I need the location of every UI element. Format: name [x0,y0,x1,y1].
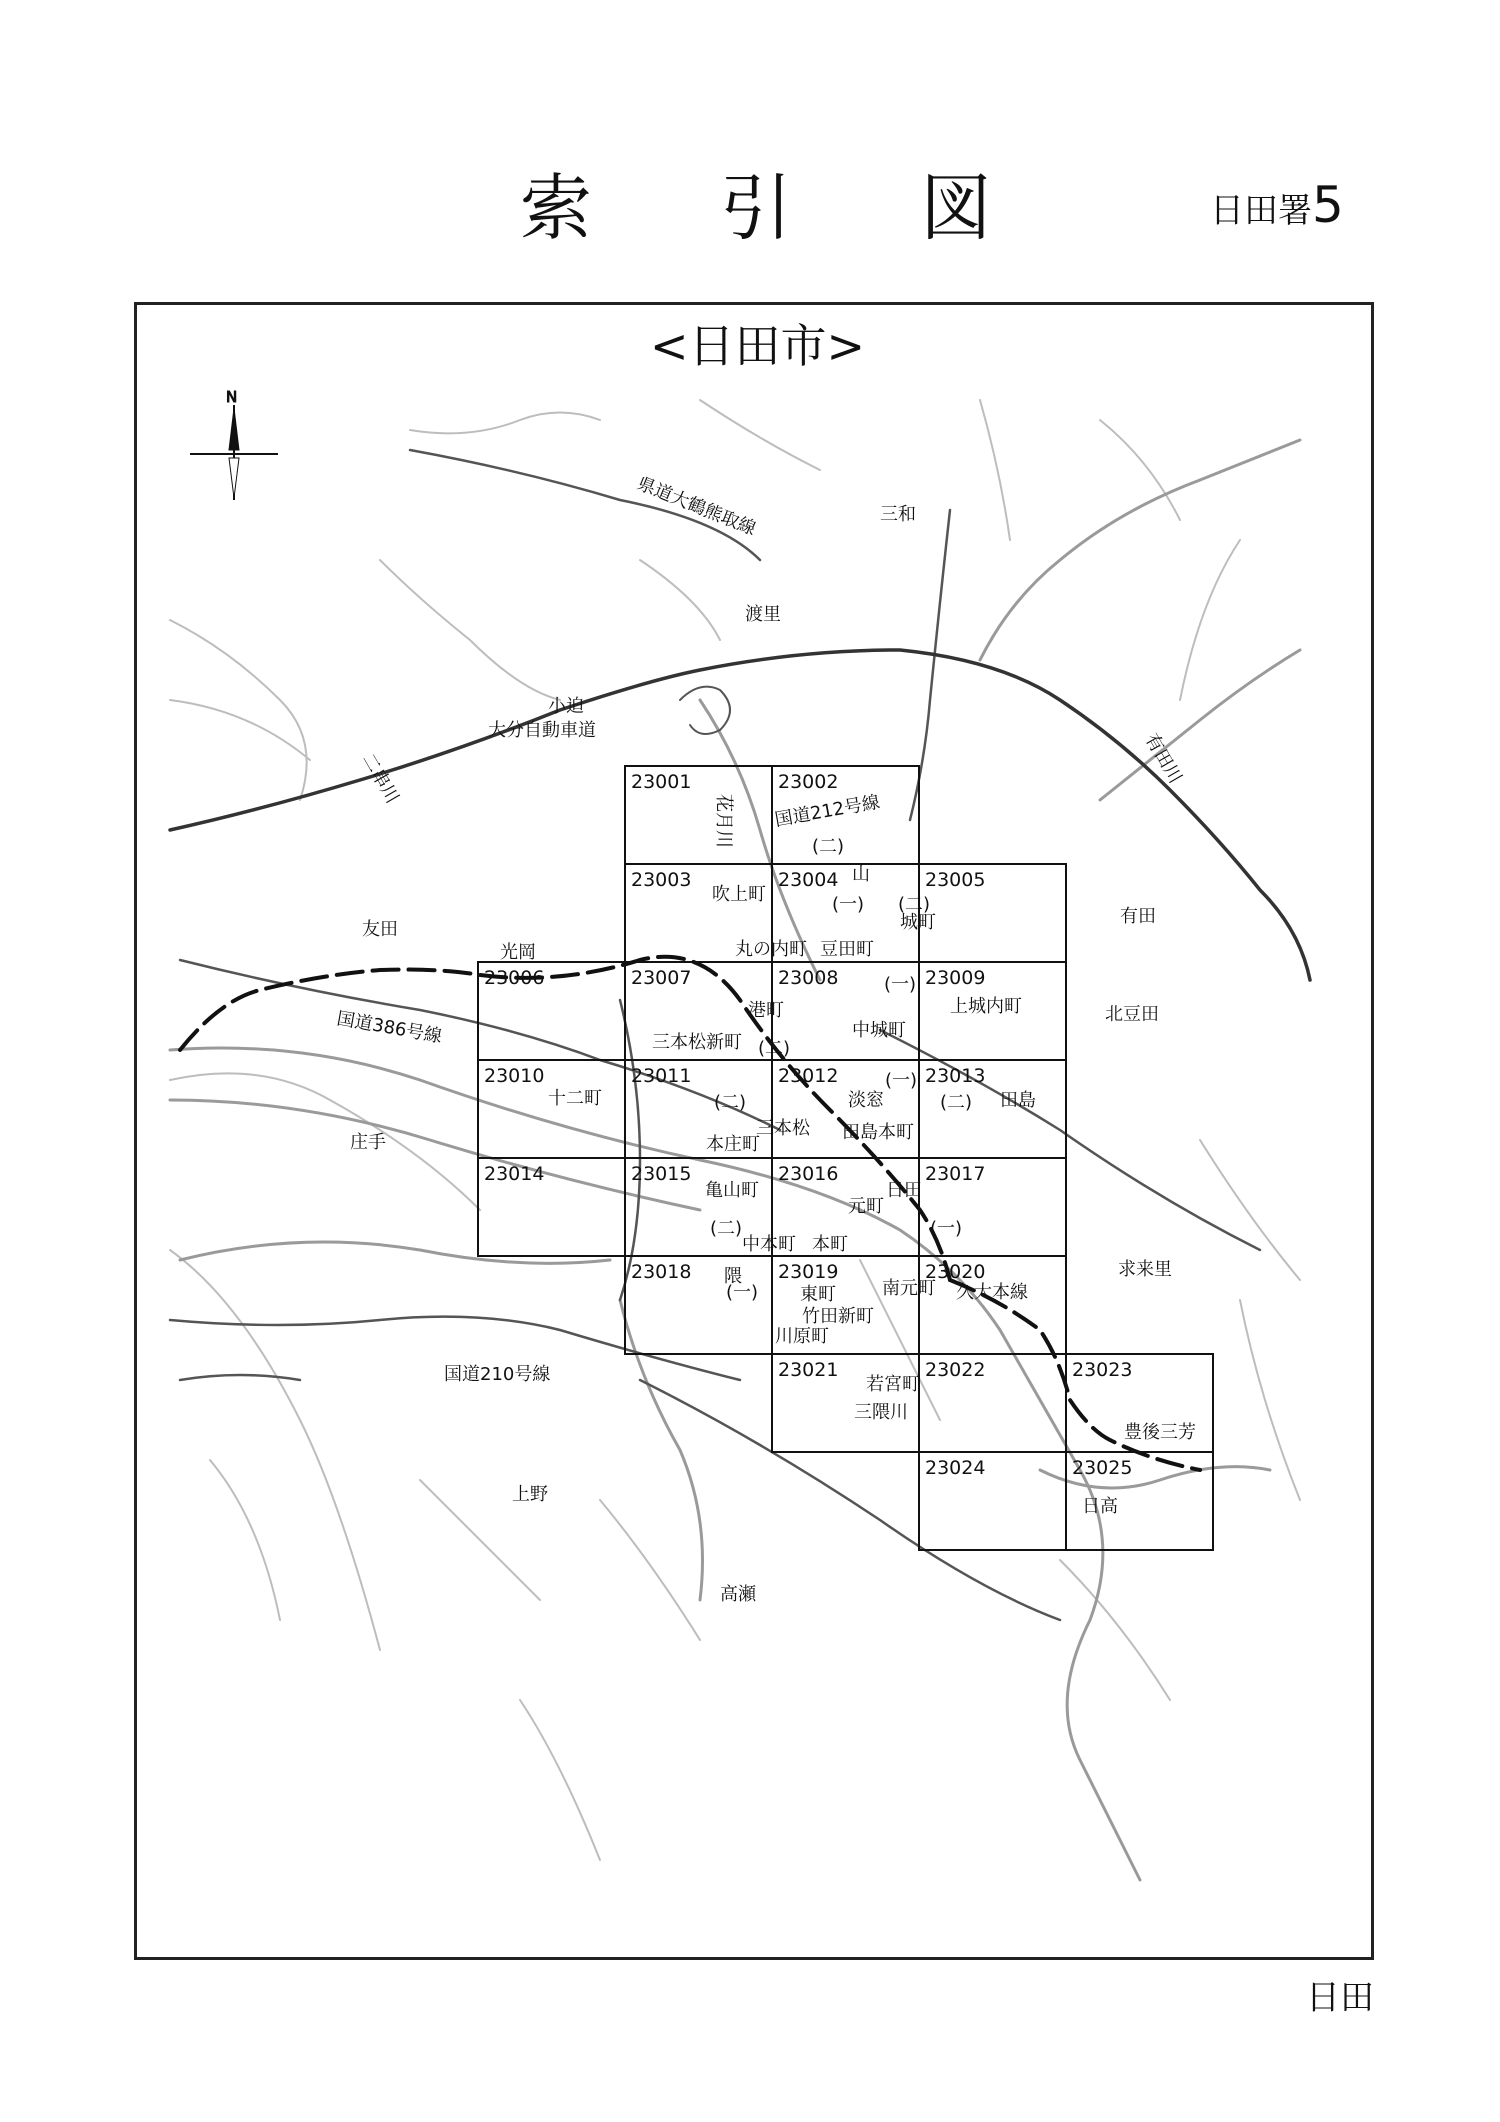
road-label: 県道大鶴熊取線 [634,473,759,540]
sheet-23024[interactable] [919,1452,1066,1550]
river-label: 花月川 [713,794,734,848]
place-label: 十二町 [548,1088,602,1109]
place-label: 川原町 [775,1326,829,1347]
sheet-number: 23019 [778,1261,839,1283]
place-label: 三本松新町 [652,1032,742,1053]
area-marker: (一) [832,894,865,915]
place-label: 城町 [900,912,936,933]
place-label: 求来里 [1118,1259,1172,1280]
place-label: 高瀬 [720,1584,756,1605]
road-label: 国道386号線 [335,1008,444,1048]
title-char-1: 索 [520,166,593,250]
sheet-number: 23014 [484,1163,545,1185]
place-label: 有田 [1120,906,1156,927]
place-label: 本庄町 [706,1134,760,1155]
place-label: 若宮町 [866,1374,920,1395]
place-label: 竹田新町 [802,1306,874,1327]
sheet-number: 23002 [778,771,839,793]
sheet-number: 23013 [925,1065,986,1087]
area-marker: (二) [898,894,931,915]
road-label: 大分自動車道 [488,720,596,741]
office-name: 日田署 [1210,191,1312,231]
map-subtitle: <日田市> [650,319,866,373]
area-marker: (一) [885,1070,918,1091]
place-label: 亀山町 [705,1180,759,1201]
sheet-number: 23011 [631,1065,692,1087]
area-marker: (二) [710,1218,743,1239]
place-label: 上野 [512,1484,548,1505]
sheet-number: 23012 [778,1065,839,1087]
sheet-23005[interactable] [919,864,1066,962]
sheet-23014[interactable] [478,1158,625,1256]
sheet-number: 23008 [778,967,839,989]
place-label: 庄手 [350,1132,386,1153]
sheet-number: 23006 [484,967,545,989]
river-label: 二串川 [357,750,403,808]
road-label: 国道212号線 [773,791,882,831]
place-label: 友田 [362,919,398,940]
place-label: 淡窓 [848,1090,884,1111]
sheet-number: 23020 [925,1261,986,1283]
sheet-number: 23017 [925,1163,986,1185]
area-marker: (二) [758,1038,791,1059]
sheet-23018[interactable] [625,1256,772,1354]
place-label: 三和 [880,504,916,525]
sheet-number: 23024 [925,1457,986,1479]
sheet-23022[interactable] [919,1354,1066,1452]
place-label: 南元町 [882,1278,936,1299]
area-marker: (二) [714,1092,747,1113]
footer-label: 日田 [1306,1978,1374,2018]
place-label: 日高 [1082,1496,1118,1517]
place-label: 隈 [724,1266,742,1287]
title-char-2: 引 [720,166,793,250]
river-label: 三隈川 [854,1402,908,1423]
place-label: 渡里 [745,604,781,625]
office-number: 5 [1312,176,1344,234]
place-label: 本町 [812,1234,848,1255]
sheet-23001[interactable] [625,766,772,864]
sheet-number: 23010 [484,1065,545,1087]
road-label: 久大本線 [956,1282,1028,1303]
area-marker: (一) [930,1218,963,1239]
sheet-23017[interactable] [919,1158,1066,1256]
place-label: 中城町 [852,1020,906,1041]
sheet-number: 23004 [778,869,839,891]
place-label: 田島 [1000,1090,1036,1111]
place-label: 中本町 [742,1234,796,1255]
north-arrow-icon [190,388,278,500]
place-label: 元町 [848,1196,884,1217]
place-label: 上城内町 [950,996,1022,1017]
sheet-number: 23015 [631,1163,692,1185]
place-label: 丸の内町 [735,939,807,960]
area-marker: (一) [726,1282,759,1303]
river-label: 有田川 [1140,730,1186,788]
road-label: 国道210号線 [444,1364,551,1385]
sheet-number: 23009 [925,967,986,989]
place-label: 小迫 [548,696,584,717]
area-marker: (一) [884,974,917,995]
place-label: 豆田町 [820,939,874,960]
sheet-number: 23016 [778,1163,839,1185]
sheet-number: 23003 [631,869,692,891]
sheet-number: 23022 [925,1359,986,1381]
place-label: 北豆田 [1105,1004,1159,1025]
title-char-3: 図 [920,166,993,250]
sheet-number: 23018 [631,1261,692,1283]
place-label: 豊後三芳 [1124,1422,1196,1443]
sheet-number: 23007 [631,967,692,989]
place-label: 港町 [748,1000,784,1021]
area-marker: (二) [940,1092,973,1113]
area-marker: (二) [812,836,845,857]
sheet-23010[interactable] [478,1060,625,1158]
north-label: N [226,388,238,406]
sheet-number: 23001 [631,771,692,793]
sheet-number: 23021 [778,1359,839,1381]
sheet-number: 23005 [925,869,986,891]
place-label: 日田 [886,1180,922,1201]
place-label: 光岡 [500,942,536,963]
place-label: 東町 [800,1284,836,1305]
place-label: 山 [852,864,870,885]
sheet-number: 23023 [1072,1359,1133,1381]
place-label: 三本松 [756,1118,810,1139]
place-label: 田島本町 [842,1122,914,1143]
sheet-number: 23025 [1072,1457,1133,1479]
place-label: 吹上町 [712,884,766,905]
